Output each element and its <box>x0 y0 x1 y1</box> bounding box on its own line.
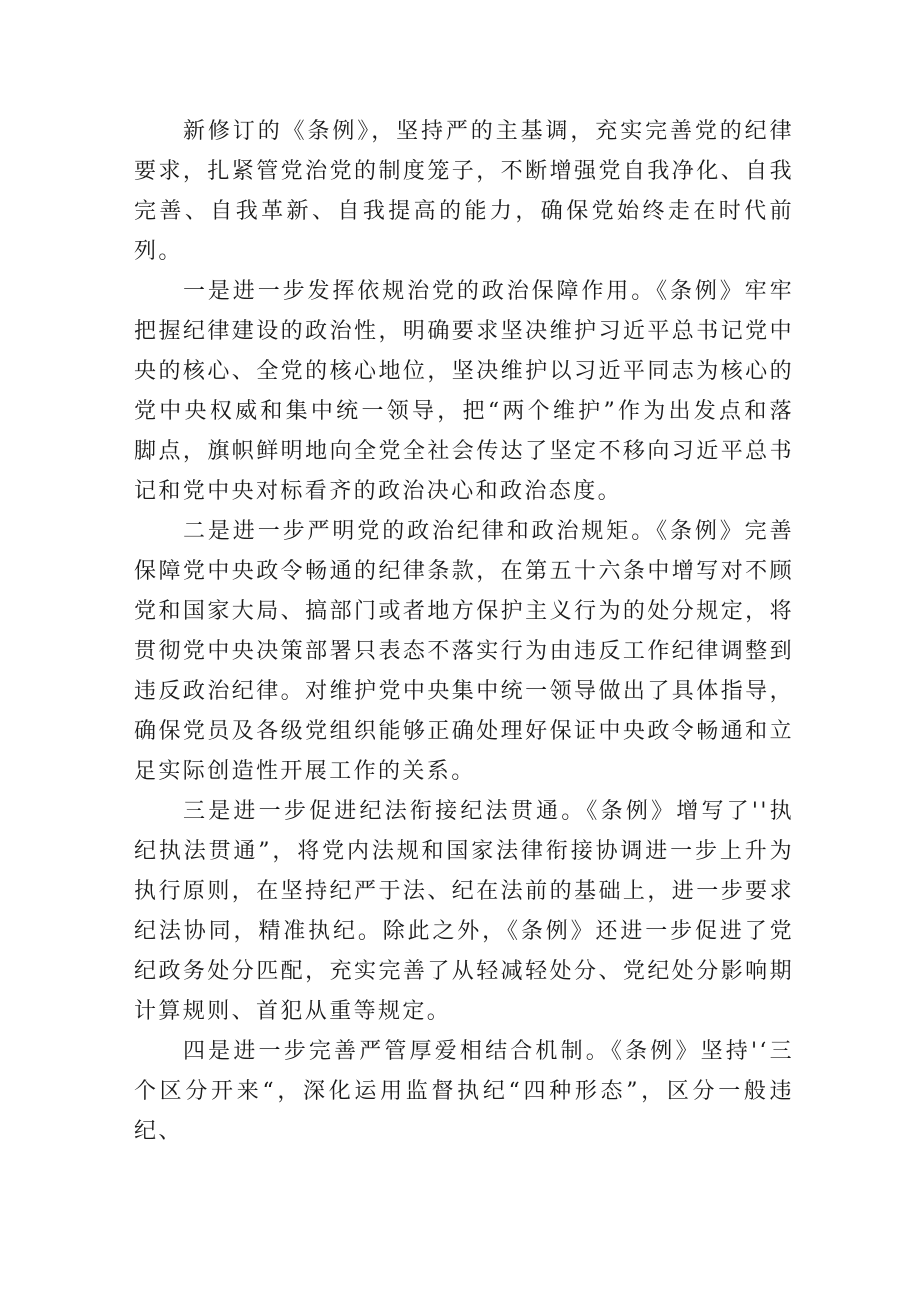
paragraph-point-four: 四是进一步完善严管厚爱相结合机制。《条例》坚持'‘三个区分开来“，深化运用监督执纪“四种形态”，区分一般违纪、 <box>134 1039 794 1144</box>
paragraph-point-one: 一是进一步发挥依规治党的政治保障作用。《条例》牢牢把握纪律建设的政治性，明确要求坚决维护习近平总书记党中央的核心、全党的核心地位，坚决维护以习近平同志为核心的党中央权威和集中统一领导，把“两个维护”作为出发点和落脚点，旗帜鲜明地向全党全社会传达了坚定不移向习近平总书记和党中央对标看齐的政治决心和政治态度。 <box>134 279 794 504</box>
paragraph-intro: 新修订的《条例》，坚持严的主基调，充实完善党的纪律要求，扎紧管党治党的制度笼子，不断增强党自我净化、自我完善、自我革新、自我提高的能力，确保党始终走在时代前列。 <box>134 119 794 264</box>
document-body <box>134 112 794 1152</box>
paragraph-point-three: 三是进一步促进纪法衔接纪法贯通。《条例》增写了''执纪执法贯通”，将党内法规和国家法律衔接协调进一步上升为执行原则，在坚持纪严于法、纪在法前的基础上，进一步要求纪法协同，精准执纪。除此之外，《条例》还进一步促进了党纪政务处分匹配，充实完善了从轻减轻处分、党纪处分影响期计算规则、首犯从重等规定。 <box>134 799 794 1024</box>
paragraph-point-two: 二是进一步严明党的政治纪律和政治规矩。《条例》完善保障党中央政令畅通的纪律条款，在第五十六条中增写对不顾党和国家大局、搞部门或者地方保护主义行为的处分规定，将贯彻党中央决策部署只表态不落实行为由违反工作纪律调整到违反政治纪律。对维护党中央集中统一领导做出了具体指导，确保党员及各级党组织能够正确处理好保证中央政令畅通和立足实际创造性开展工作的关系。 <box>134 519 794 784</box>
